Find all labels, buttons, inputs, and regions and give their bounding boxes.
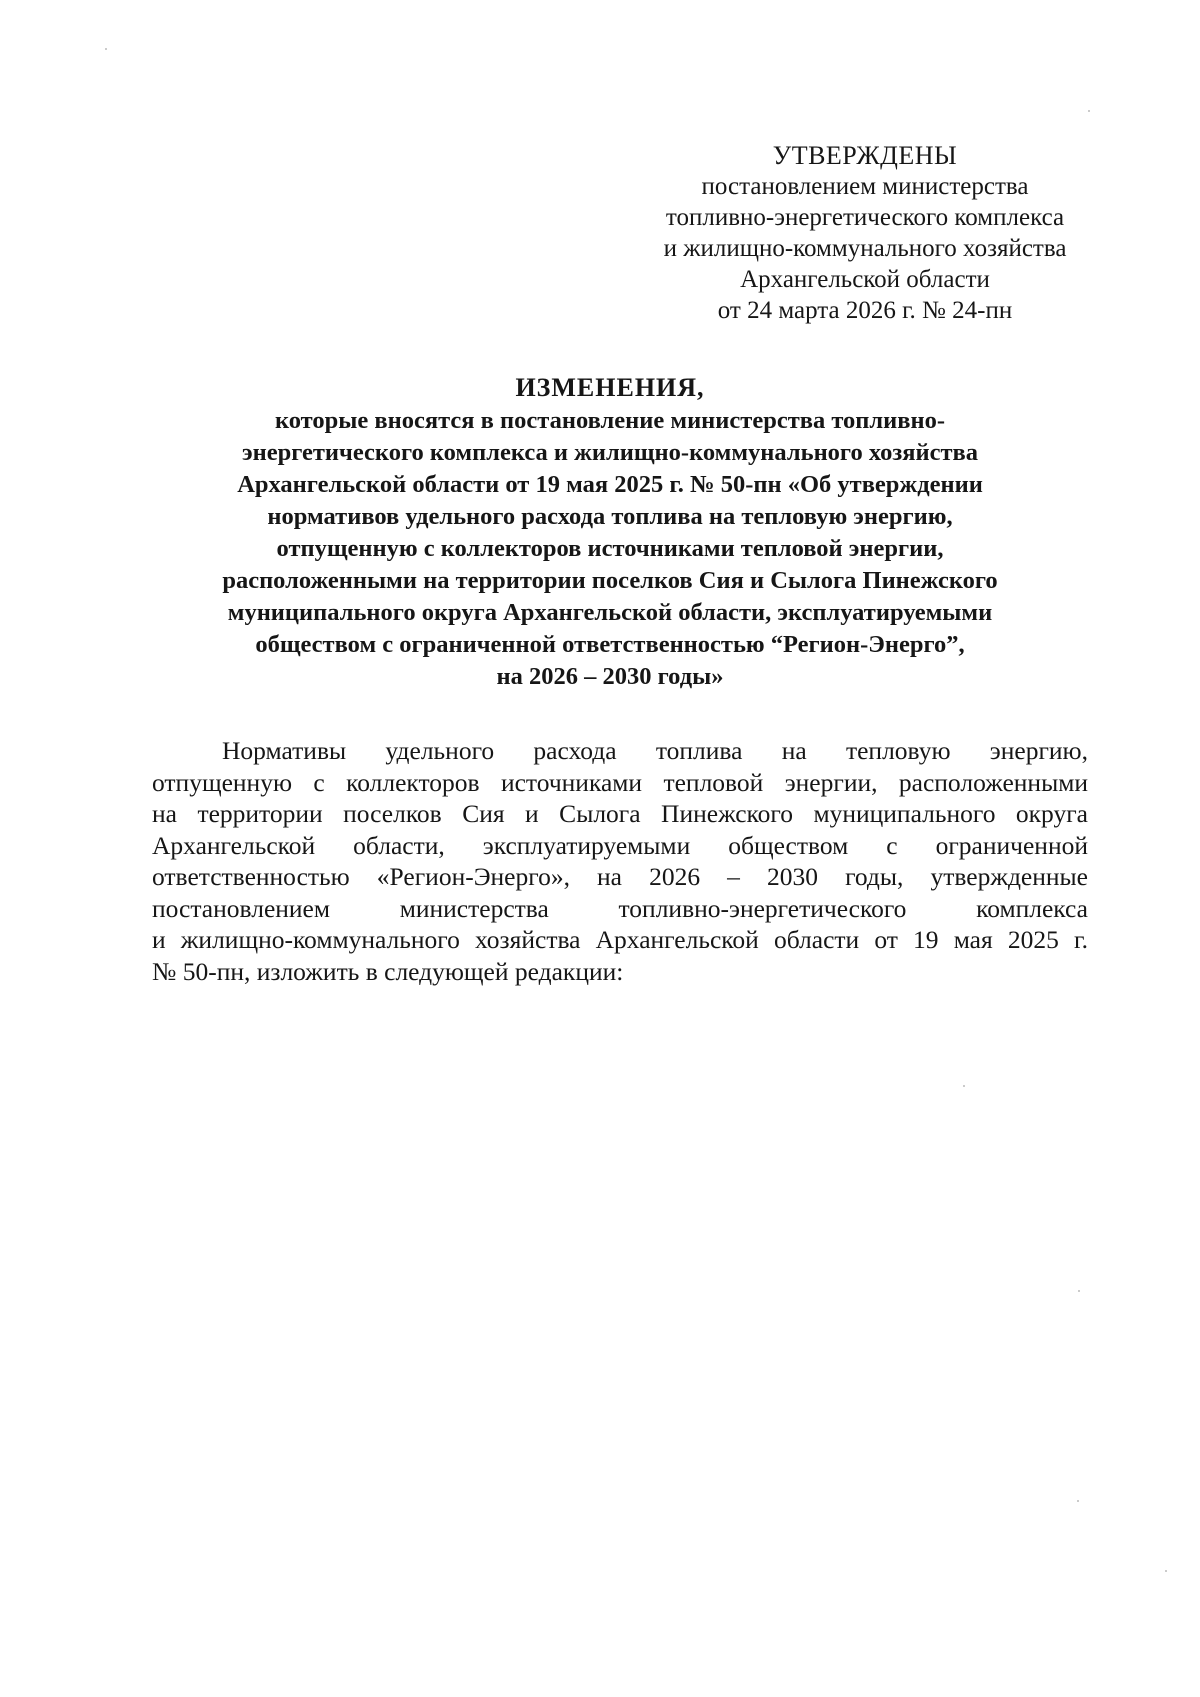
body-line: и жилищно-коммунального хозяйства Архангельской области от 19 мая 2025 г. [152, 925, 1088, 954]
scan-speck [1077, 1500, 1079, 1502]
approval-heading: УТВЕРЖДЕНЫ [772, 141, 958, 170]
title-line: на 2026 – 2030 годы» [496, 663, 724, 690]
body-line: постановлением министерства топливно-энергетического комплекса [152, 893, 1088, 923]
title-line: Архангельской области от 19 мая 2025 г. № 50-пн «Об утверждении [237, 471, 983, 498]
title-line: расположенными на территории поселков Сия и Сылога Пинежского [222, 567, 998, 594]
title-line: муниципального округа Архангельской области, эксплуатируемыми [227, 599, 993, 626]
approval-line: постановлением министерства [701, 173, 1029, 200]
scan-speck [963, 1085, 965, 1087]
body-line: Нормативы удельного расхода топлива на тепловую энергию, [222, 736, 1088, 765]
body-line: на территории поселков Сия и Сылога Пинежского муниципального округа [152, 799, 1088, 828]
body-line: Архангельской области, эксплуатируемыми обществом с ограниченной [152, 830, 1088, 860]
approval-line: топливно-энергетического комплекса [665, 204, 1065, 231]
scan-speck [105, 48, 107, 50]
title-line: нормативов удельного расхода топлива на тепловую энергию, [267, 503, 953, 530]
scan-speck [1078, 1290, 1080, 1292]
scan-speck [1088, 110, 1090, 112]
approval-stamp-block [600, 140, 1130, 326]
scan-speck [1165, 1570, 1167, 1572]
title-line: энергетического комплекса и жилищно-коммунального хозяйства [242, 439, 978, 466]
title-line: отпущенную с коллекторов источниками тепловой энергии, [276, 535, 944, 562]
approval-line: и жилищно-коммунального хозяйства [663, 235, 1067, 262]
approval-line: Архангельской области [740, 266, 990, 293]
body-line: отпущенную с коллекторов источниками тепловой энергии, расположенными [152, 767, 1088, 797]
title-heading: ИЗМЕНЕНИЯ, [515, 373, 705, 402]
body-paragraph [152, 735, 1088, 987]
approval-line: от 24 марта 2026 г. № 24-пн [717, 297, 1013, 324]
title-line: которые вносятся в постановление министерства топливно- [274, 407, 946, 434]
title-line: обществом с ограниченной ответственностью “Регион-Энерго”, [255, 631, 965, 658]
document-title [140, 372, 1080, 693]
body-line: № 50-пн, изложить в следующей редакции: [152, 956, 624, 986]
body-line: ответственностью «Регион-Энерго», на 2026 – 2030 годы, утвержденные [152, 862, 1088, 891]
